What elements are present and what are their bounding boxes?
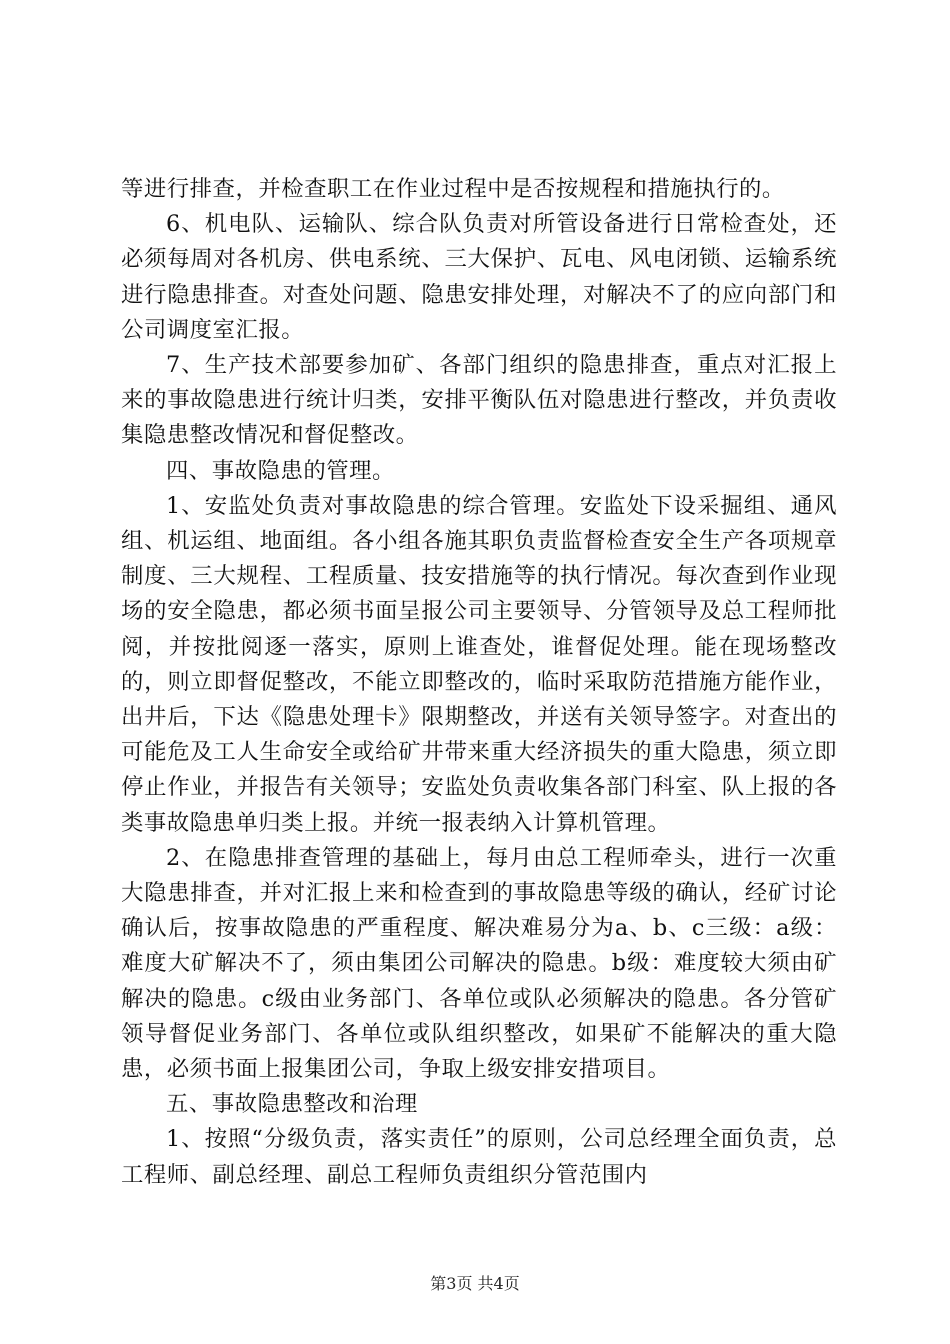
document-body — [121, 172, 837, 1193]
paragraph: 7、生产技术部要参加矿、各部门组织的隐患排查，重点对汇报上来的事故隐患进行统计归类，安排平衡队伍对隐患进行整改，并负责收集隐患整改情况和督促整改。 — [121, 352, 837, 449]
page-footer: 第3页 共4页 — [430, 1274, 520, 1293]
paragraph: 1、安监处负责对事故隐患的综合管理。安监处下设采掘组、通风组、机运组、地面组。各小组各施其职负责监督检查安全生产各项规章制度、三大规程、工程质量、技安措施等的执行情况。每次查到作业现场的安全隐患，都必须书面呈报公司主要领导、分管领导及总工程师批阅，并按批阅逐一落实，原则上谁查处，谁督促处理。能在现场整改的，则立即督促整改，不能立即整改的，临时采取防范措施方能作业，出井后，下达《隐患处理卡》限期整改，并送有关领导签字。对查出的可能危及工人生命安全或给矿井带来重大经济损失的重大隐患，须立即停止作业，并报告有关领导；安监处负责收集各部门科室、队上报的各类事故隐患单归类上报。并统一报表纳入计算机管理。 — [121, 492, 837, 836]
paragraph: 1、按照“分级负责，落实责任”的原则，公司总经理全面负责，总工程师、副总经理、副总工程师负责组织分管范围内 — [121, 1126, 837, 1188]
paragraph: 2、在隐患排查管理的基础上，每月由总工程师牵头，进行一次重大隐患排查，并对汇报上来和检查到的事故隐患等级的确认，经矿讨论确认后，按事故隐患的严重程度、解决难易分为a、b、c三级：a级：难度大矿解决不了，须由集团公司解决的隐患。b级：难度较大须由矿解决的隐患。c级由业务部门、各单位或队必须解决的隐患。各分管矿领导督促业务部门、各单位或队组织整改，如果矿不能解决的重大隐患，必须书面上报集团公司，争取上级安排安措项目。 — [121, 844, 837, 1083]
section-heading: 四、事故隐患的管理。 — [166, 457, 395, 484]
section-heading: 五、事故隐患整改和治理 — [166, 1091, 418, 1118]
paragraph: 等进行排查，并检查职工在作业过程中是否按规程和措施执行的。 — [121, 176, 785, 202]
paragraph: 6、机电队、运输队、综合队负责对所管设备进行日常检查处，还必须每周对各机房、供电系统、三大保护、瓦电、风电闭锁、运输系统进行隐患排查。对查处问题、隐患安排处理，对解决不了的应向部门和公司调度室汇报。 — [121, 211, 837, 343]
